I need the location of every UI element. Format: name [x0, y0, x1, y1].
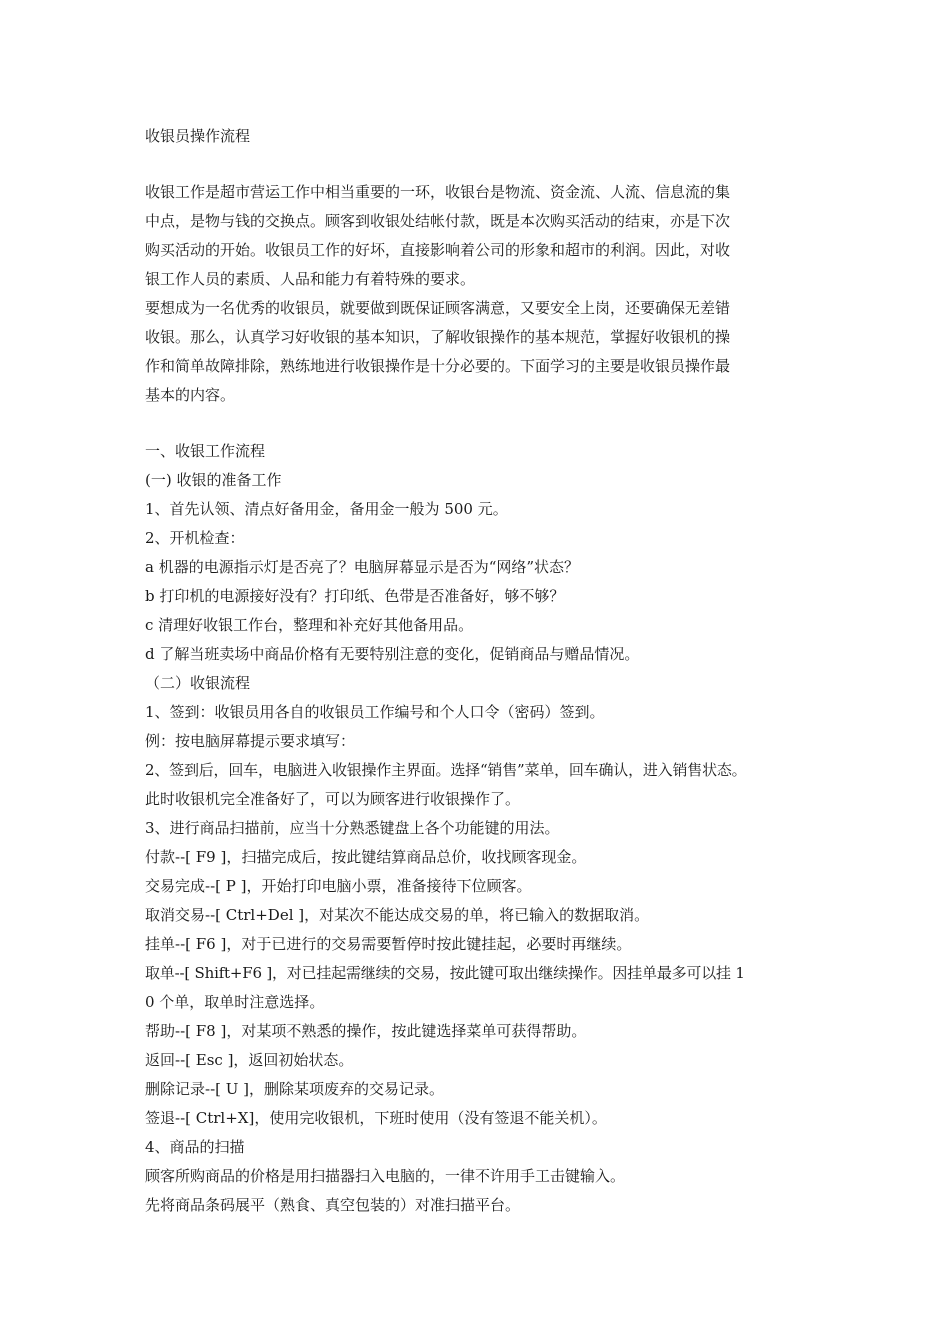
document-title: 收银员操作流程: [145, 127, 251, 145]
intro-line: 基本的内容。: [145, 386, 236, 404]
key-item: 0 个单，取单时注意选择。: [145, 993, 325, 1011]
intro-line: 要想成为一名优秀的收银员，就要做到既保证顾客满意，又要安全上岗，还要确保无差错: [145, 299, 731, 317]
key-item: 付款--[ F9 ]，扫描完成后，按此键结算商品总价，收找顾客现金。: [145, 848, 587, 866]
body-line: 例：按电脑屏幕提示要求填写：: [145, 732, 356, 750]
body-line: b 打印机的电源接好没有？打印纸、色带是否准备好，够不够？: [145, 587, 565, 605]
intro-line: 银工作人员的素质、人品和能力有着特殊的要求。: [145, 270, 476, 288]
procedure-section: [145, 437, 810, 1220]
intro-section: [145, 178, 810, 410]
intro-line: 收银。那么，认真学习好收银的基本知识，了解收银操作的基本规范，掌握好收银机的操: [145, 328, 731, 346]
section-heading: 一、收银工作流程: [145, 442, 266, 460]
body-line: c 清理好收银工作台，整理和补充好其他备用品。: [145, 616, 474, 634]
body-line: 1、签到：收银员用各自的收银员工作编号和个人口令（密码）签到。: [145, 703, 605, 721]
key-item: 签退--[ Ctrl+X]，使用完收银机，下班时使用（没有签退不能关机）。: [145, 1109, 607, 1127]
body-line: 2、开机检查：: [145, 529, 245, 547]
intro-line: 作和简单故障排除，熟练地进行收银操作是十分必要的。下面学习的主要是收银员操作最: [145, 357, 731, 375]
intro-line: 购买活动的开始。收银员工作的好坏，直接影响着公司的形象和超市的利润。因此，对收: [145, 241, 731, 259]
key-item: 返回--[ Esc ]，返回初始状态。: [145, 1051, 354, 1069]
body-line: d 了解当班卖场中商品价格有无要特别注意的变化，促销商品与赠品情况。: [145, 645, 640, 663]
key-item: 取单--[ Shift+F6 ]，对已挂起需继续的交易，按此键可取出继续操作。因挂单最多可以挂 1: [145, 964, 745, 982]
body-line: 3、进行商品扫描前，应当十分熟悉键盘上各个功能键的用法。: [145, 819, 560, 837]
key-item: 挂单--[ F6 ]，对于已进行的交易需要暂停时按此键挂起，必要时再继续。: [145, 935, 632, 953]
key-item: 取消交易--[ Ctrl+Del ]，对某次不能达成交易的单，将已输入的数据取消。: [145, 906, 650, 924]
intro-line: 中点，是物与钱的交换点。顾客到收银处结帐付款，既是本次购买活动的结束，亦是下次: [145, 212, 731, 230]
key-item: 帮助--[ F8 ]，对某项不熟悉的操作，按此键选择菜单可获得帮助。: [145, 1022, 587, 1040]
body-line: 1、首先认领、清点好备用金，备用金一般为 500 元。: [145, 500, 508, 518]
body-line: 2、签到后，回车，电脑进入收银操作主界面。选择“销售”菜单，回车确认，进入销售状态。: [145, 761, 747, 779]
key-item: 交易完成--[ P ]，开始打印电脑小票，准备接待下位顾客。: [145, 877, 532, 895]
body-line: 先将商品条码展平（熟食、真空包装的）对准扫描平台。: [145, 1196, 521, 1214]
body-line: 此时收银机完全准备好了，可以为顾客进行收银操作了。: [145, 790, 521, 808]
body-line: 4、商品的扫描: [145, 1138, 245, 1156]
key-item: 删除记录--[ U ]，删除某项废弃的交易记录。: [145, 1080, 445, 1098]
subsection-heading: （二）收银流程: [145, 674, 251, 692]
body-line: 顾客所购商品的价格是用扫描器扫入电脑的，一律不许用手工击键输入。: [145, 1167, 626, 1185]
body-line: a 机器的电源指示灯是否亮了？电脑屏幕显示是否为“网络”状态？: [145, 558, 580, 576]
intro-line: 收银工作是超市营运工作中相当重要的一环，收银台是物流、资金流、人流、信息流的集: [145, 183, 731, 201]
subsection-heading: (一) 收银的准备工作: [145, 471, 282, 489]
